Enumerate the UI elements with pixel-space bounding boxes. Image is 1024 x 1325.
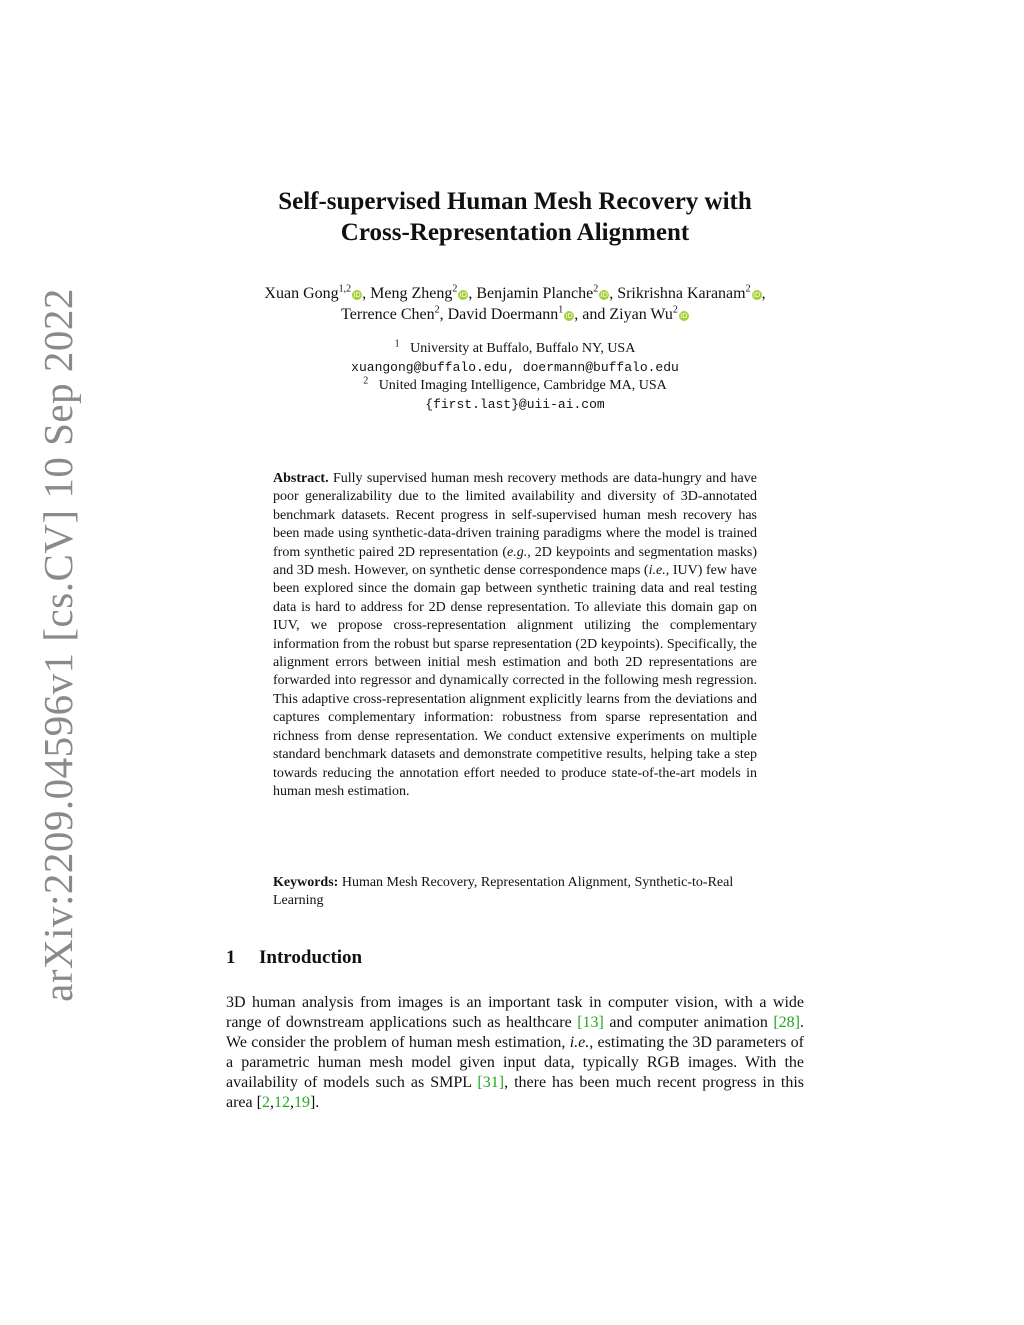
author-separator: , [362, 285, 371, 302]
section-heading [226, 947, 362, 969]
author-affil-mark: 1 [558, 304, 564, 316]
citation-separator: , [289, 1094, 294, 1111]
citation-bracket: ] [309, 1094, 316, 1111]
body-text: , there has been much recent progress in this area [226, 1074, 804, 1111]
author-affil-mark: 2 [745, 283, 751, 295]
author-name: Terrence Chen [341, 306, 435, 323]
intro-paragraph [226, 993, 804, 1113]
author-name: David Doermann [447, 306, 559, 323]
keywords-label: Keywords: [273, 875, 339, 890]
author-affil-mark: 1,2 [338, 283, 352, 295]
author-list [200, 283, 830, 325]
citation-link[interactable]: [31] [477, 1074, 505, 1091]
affiliations [200, 340, 830, 414]
section-title: Introduction [259, 947, 363, 968]
author-name: Benjamin Planche [476, 285, 594, 302]
citation-separator: , [269, 1094, 274, 1111]
title-line-2: Cross-Representation Alignment [340, 219, 690, 246]
affiliation-text: United Imaging Intelligence, Cambridge MA, USA [378, 378, 667, 393]
author-name: Xuan Gong [264, 285, 339, 302]
orcid-icon[interactable]: iD [459, 291, 467, 299]
affiliation-1-email[interactable]: xuangong@buffalo.edu, doermann@buffalo.edu [351, 359, 679, 375]
citation-link[interactable]: 12 [273, 1094, 290, 1111]
title-line-1: Self-supervised Human Mesh Recovery with [278, 188, 752, 215]
orcid-icon[interactable]: iD [353, 291, 361, 299]
orcid-icon[interactable]: iD [565, 312, 573, 320]
body-text: . [315, 1094, 320, 1111]
citation-link[interactable]: [13] [577, 1014, 604, 1031]
affiliation-text: University at Buffalo, Buffalo NY, USA [410, 341, 636, 356]
author-line-1 [200, 283, 830, 304]
author-separator: , and [574, 306, 610, 323]
section-number: 1 [226, 947, 236, 968]
author-name: Srikrishna Karanam [617, 285, 746, 302]
author-separator: , [609, 285, 618, 302]
orcid-icon[interactable]: iD [680, 312, 688, 320]
body-text: . We consider the problem of human mesh estimation, [226, 1014, 804, 1051]
citation-bracket: [ [256, 1094, 262, 1111]
orcid-icon[interactable]: iD [752, 291, 761, 299]
affiliation-2-email[interactable]: {first.last}@uii-ai.com [425, 396, 605, 412]
orcid-icon[interactable]: iD [600, 291, 608, 299]
abstract-label: Abstract. [273, 471, 329, 486]
body-text: 3D human analysis from images is an important task in computer vision, with a wide range of downstream applications such as healthcare [226, 994, 804, 1031]
abstract-text: , 2D keypoints and segmentation masks) and 3D mesh. However, on synthetic dense correspondence maps ( [273, 544, 758, 579]
paper-title [200, 186, 830, 248]
affiliation-mark: 2 [363, 375, 369, 387]
citation-link[interactable]: 19 [293, 1094, 310, 1111]
arxiv-side-stamp: arXiv:2209.04596v1 [cs.CV] 10 Sep 2022 [35, 288, 81, 1002]
author-name: Ziyan Wu [609, 306, 673, 323]
author-separator: , [761, 285, 766, 302]
affiliation-1 [200, 340, 830, 359]
citation-link[interactable]: [28] [773, 1014, 800, 1031]
author-separator: , [439, 306, 448, 323]
abstract-text: , IUV) few have been explored since the domain gap between synthetic training data and real testing data is hard to address for 2D dense representation. To alleviate this domain gap on IUV, we propose cross-representation alignment utilizing the complementary information from the robust but sparse representation (2D keypoints). Specifically, the alignment errors between initial mesh estimation and both 2D representations are forwarded into regressor and dynamically corrected in the following mesh regression. This adaptive cross-representation alignment explicitly learns from the deviations and captures complementary information: robustness from sparse representation and richness from dense representation. We conduct extensive experiments on multiple standard benchmark datasets and demonstrate competitive results, helping take a step towards reducing the annotation effort needed to produce state-of-the-art models in human mesh estimation. [273, 563, 757, 799]
body-italic: i.e. [569, 1034, 590, 1051]
body-text: , estimating the 3D parameters of a parametric human mesh model given input data, typically RGB images. With the availability of models such as SMPL [226, 1034, 805, 1091]
affiliation-mark: 1 [394, 338, 400, 350]
body-text: and computer animation [603, 1014, 774, 1031]
author-separator: , [468, 285, 477, 302]
abstract-text: Fully supervised human mesh recovery methods are data-hungry and have poor generalizability due to the limited availability and diversity of 3D-annotated benchmark datasets. Recent progress in self-supervised human mesh recovery has been made using synthetic-data-driven training paradigms where the model is trained from synthetic paired 2D representation ( [273, 471, 757, 560]
author-name: Meng Zheng [370, 285, 453, 302]
author-affil-mark: 2 [434, 304, 440, 316]
keywords [273, 874, 773, 911]
abstract-italic: e.g. [507, 544, 528, 560]
abstract-italic: i.e. [648, 563, 666, 579]
keywords-text: Human Mesh Recovery, Representation Alignment, Synthetic-to-Real Learning [273, 875, 734, 909]
author-affil-mark: 2 [593, 283, 599, 295]
abstract [273, 470, 757, 801]
author-affil-mark: 2 [452, 283, 458, 295]
author-line-2 [200, 304, 830, 325]
author-affil-mark: 2 [672, 304, 678, 316]
citation-link[interactable]: 2 [261, 1094, 270, 1111]
affiliation-2 [200, 377, 830, 396]
